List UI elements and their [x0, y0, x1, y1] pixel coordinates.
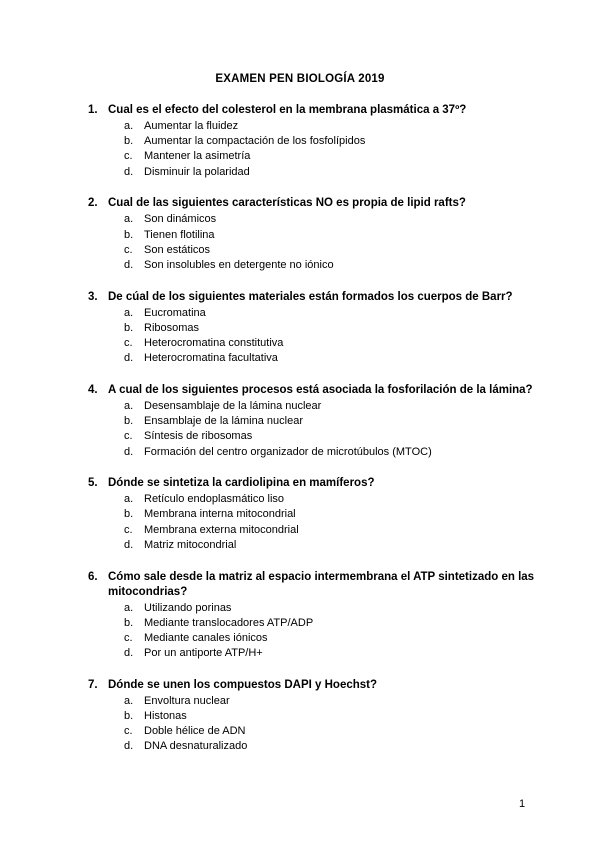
option-text: Heterocromatina constitutiva — [144, 337, 284, 350]
option-text: Eucromatina — [144, 306, 206, 319]
exam-title: EXAMEN PEN BIOLOGÍA 2019 — [215, 73, 385, 85]
option-text: Aumentar la fluidez — [144, 120, 239, 132]
option-item — [88, 445, 548, 460]
option-text: Mantener la asimetría — [144, 150, 251, 163]
option-text: DNA desnaturalizado — [144, 740, 248, 753]
question-text: A cual de los siguientes procesos está asociada la fosforilación de la lámina? — [108, 383, 533, 396]
option-list — [88, 119, 548, 180]
option-item — [88, 601, 548, 616]
option-text: Son dinámicos — [144, 213, 217, 226]
option-letter: a. — [124, 399, 134, 412]
option-list — [88, 694, 548, 755]
option-text: Ribosomas — [144, 321, 200, 334]
option-item — [88, 165, 548, 180]
option-list — [88, 212, 548, 273]
page-number: 1 — [519, 798, 526, 810]
option-letter: b. — [124, 135, 134, 148]
option-item — [88, 414, 548, 429]
option-item — [88, 694, 548, 709]
option-text: Membrana externa mitocondrial — [144, 523, 299, 536]
option-letter: c. — [124, 725, 133, 738]
option-letter: b. — [124, 321, 134, 334]
option-text: Mediante translocadores ATP/ADP — [144, 616, 314, 629]
option-item — [88, 724, 548, 739]
question-text: Cómo sale desde la matriz al espacio intermembrana el ATP sintetizado en las mitocondrias? — [108, 570, 535, 598]
option-letter: d. — [124, 445, 134, 458]
option-item — [88, 709, 548, 724]
option-item — [88, 336, 548, 351]
option-text: Tienen flotilina — [144, 228, 215, 241]
question-number: 2. — [88, 197, 98, 210]
question-header — [88, 196, 548, 211]
question-number: 6. — [88, 570, 98, 583]
option-text: Ensamblaje de la lámina nuclear — [144, 415, 303, 428]
question-list — [88, 103, 548, 771]
option-item — [88, 399, 548, 414]
option-text: Son estáticos — [144, 243, 211, 256]
option-item — [88, 631, 548, 646]
option-item — [88, 523, 548, 538]
option-text: Envoltura nuclear — [144, 694, 230, 707]
question-number: 7. — [88, 678, 98, 691]
question-number: 1. — [88, 104, 98, 116]
option-item — [88, 134, 548, 149]
option-letter: a. — [124, 306, 134, 319]
option-letter: a. — [124, 601, 134, 614]
option-item — [88, 507, 548, 522]
option-item — [88, 119, 548, 134]
option-text: Son insolubles en detergente no iónico — [144, 258, 334, 271]
option-text: Síntesis de ribosomas — [144, 430, 253, 443]
option-letter: c. — [124, 523, 133, 536]
option-letter: a. — [124, 120, 134, 132]
question-number: 4. — [88, 383, 98, 396]
option-item — [88, 429, 548, 444]
question-7 — [88, 678, 548, 755]
option-text: Utilizando porinas — [144, 601, 232, 614]
option-item — [88, 739, 548, 754]
option-list — [88, 306, 548, 367]
option-letter: d. — [124, 538, 134, 551]
option-text: Retículo endoplasmático liso — [144, 493, 285, 506]
question-6 — [88, 570, 548, 662]
option-letter: b. — [124, 508, 134, 521]
question-header — [88, 476, 548, 491]
option-text: Mediante canales iónicos — [144, 631, 268, 644]
option-letter: b. — [124, 228, 134, 241]
option-letter: b. — [124, 710, 134, 723]
question-3 — [88, 290, 548, 367]
question-2 — [88, 196, 548, 273]
option-item — [88, 258, 548, 273]
option-item — [88, 306, 548, 321]
option-text: Membrana interna mitocondrial — [144, 508, 296, 521]
option-item — [88, 616, 548, 631]
option-text: Formación del centro organizador de microtúbulos (MTOC) — [144, 445, 432, 458]
question-4 — [88, 383, 548, 460]
option-text: Desensamblaje de la lámina nuclear — [144, 399, 322, 412]
option-letter: d. — [124, 647, 134, 660]
option-text: Matriz mitocondrial — [144, 538, 237, 551]
option-letter: a. — [124, 493, 134, 506]
option-text: Aumentar la compactación de los fosfolípidos — [144, 135, 366, 148]
option-letter: c. — [124, 337, 133, 350]
question-number: 5. — [88, 477, 98, 490]
option-item — [88, 538, 548, 553]
option-letter: d. — [124, 258, 134, 271]
option-item — [88, 212, 548, 227]
question-text: Cual es el efecto del colesterol en la membrana plasmática a 37º? — [108, 104, 467, 116]
option-list — [88, 399, 548, 460]
option-item — [88, 321, 548, 336]
option-item — [88, 243, 548, 258]
question-header — [88, 103, 548, 118]
option-item — [88, 492, 548, 507]
option-letter: a. — [124, 694, 134, 707]
question-text: Dónde se unen los compuestos DAPI y Hoechst? — [108, 678, 378, 691]
option-item — [88, 149, 548, 164]
option-letter: c. — [124, 243, 133, 256]
option-letter: d. — [124, 740, 134, 753]
option-item — [88, 228, 548, 243]
question-text: Cual de las siguientes características NO es propia de lipid rafts? — [108, 197, 466, 210]
option-letter: d. — [124, 165, 134, 178]
option-list — [88, 601, 548, 662]
question-text: De cúal de los siguientes materiales están formados los cuerpos de Barr? — [108, 290, 513, 303]
question-1 — [88, 103, 548, 180]
question-header — [88, 383, 548, 398]
option-list — [88, 492, 548, 553]
option-text: Doble hélice de ADN — [144, 725, 246, 738]
option-letter: a. — [124, 213, 134, 226]
option-text: Por un antiporte ATP/H+ — [144, 647, 263, 660]
question-text: Dónde se sintetiza la cardiolipina en mamíferos? — [108, 477, 375, 490]
option-letter: c. — [124, 430, 133, 443]
option-item — [88, 351, 548, 366]
question-header — [88, 678, 548, 693]
option-letter: b. — [124, 415, 134, 428]
option-letter: d. — [124, 352, 134, 365]
question-5 — [88, 476, 548, 553]
option-text: Heterocromatina facultativa — [144, 352, 278, 365]
question-header — [88, 570, 548, 600]
question-header — [88, 290, 548, 305]
option-item — [88, 646, 548, 661]
option-letter: c. — [124, 631, 133, 644]
option-letter: c. — [124, 150, 133, 163]
option-letter: b. — [124, 616, 134, 629]
question-number: 3. — [88, 290, 98, 303]
option-text: Disminuir la polaridad — [144, 165, 250, 178]
option-text: Histonas — [144, 710, 187, 723]
